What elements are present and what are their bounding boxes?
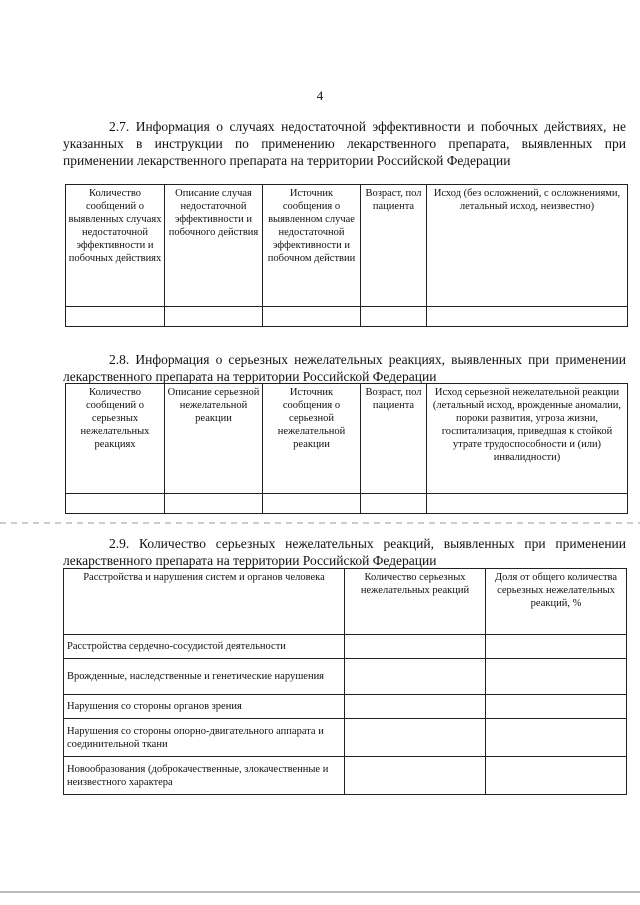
scan-bottom-edge — [0, 890, 640, 894]
column-header: Количество сообщений о серьезных нежелательных реакциях — [66, 384, 165, 494]
section-2-7-heading: 2.7. Информация о случаях недостаточной эффективности и побочных действиях, не указанных в инструкции по применению лекарственного препарата, выявленных при применении лекарственного препарата на территории Российской Федерации — [63, 119, 626, 168]
column-header: Описание серьезной нежелательной реакции — [165, 384, 263, 494]
section-2-7-table — [65, 184, 628, 327]
table-cell[interactable] — [361, 307, 427, 327]
table-cell[interactable] — [486, 659, 627, 695]
table-cell[interactable] — [486, 635, 627, 659]
table-cell[interactable] — [486, 757, 627, 795]
table-cell[interactable] — [66, 494, 165, 514]
row-label: Новообразования (доброкачественные, злокачественные и неизвестного характера — [64, 757, 345, 795]
table-row — [66, 494, 628, 514]
table-row — [64, 659, 627, 695]
table-cell[interactable] — [165, 307, 263, 327]
column-header: Описание случая недостаточной эффективности и побочного действия — [165, 185, 263, 307]
column-header: Исход (без осложнений, с осложнениями, летальный исход, неизвестно) — [427, 185, 628, 307]
table-cell[interactable] — [361, 494, 427, 514]
column-header: Источник сообщения о серьезной нежелательной реакции — [263, 384, 361, 494]
table-cell[interactable] — [427, 494, 628, 514]
row-label: Нарушения со стороны органов зрения — [64, 695, 345, 719]
column-header: Исход серьезной нежелательной реакции (летальный исход, врожденные аномалии, пороки развития, угроза жизни, госпитализация, приведшая к стойкой утрате трудоспособности и (или) инвалидности) — [427, 384, 628, 494]
table-row — [64, 695, 627, 719]
page-number: 4 — [316, 88, 324, 103]
column-header: Количество сообщений о выявленных случаях недостаточной эффективности и побочных действиях — [66, 185, 165, 307]
scan-divider-line — [0, 521, 640, 525]
table-cell[interactable] — [345, 757, 486, 795]
table-header-row — [66, 185, 628, 307]
table-header-row — [64, 569, 627, 635]
column-header: Доля от общего количества серьезных нежелательных реакций, % — [486, 569, 627, 635]
table-cell[interactable] — [345, 695, 486, 719]
table-cell[interactable] — [345, 635, 486, 659]
column-header: Возраст, пол пациента — [361, 384, 427, 494]
section-2-9-table — [63, 568, 627, 795]
section-2-8-heading: 2.8. Информация о серьезных нежелательных реакциях, выявленных при применении лекарственного препарата на территории Российской Федерации — [63, 352, 626, 384]
column-header: Количество серьезных нежелательных реакций — [345, 569, 486, 635]
table-cell[interactable] — [165, 494, 263, 514]
column-header: Источник сообщения о выявленном случае недостаточной эффективности и побочном действии — [263, 185, 361, 307]
row-label: Врожденные, наследственные и генетические нарушения — [64, 659, 345, 695]
table-cell[interactable] — [345, 719, 486, 757]
table-row — [64, 635, 627, 659]
column-header: Расстройства и нарушения систем и органов человека — [64, 569, 345, 635]
table-cell[interactable] — [66, 307, 165, 327]
table-cell[interactable] — [263, 307, 361, 327]
table-row — [64, 719, 627, 757]
section-2-8-table — [65, 383, 628, 514]
table-cell[interactable] — [427, 307, 628, 327]
table-row — [66, 307, 628, 327]
table-header-row — [66, 384, 628, 494]
table-cell[interactable] — [263, 494, 361, 514]
table-row — [64, 757, 627, 795]
table-cell[interactable] — [486, 695, 627, 719]
table-cell[interactable] — [345, 659, 486, 695]
row-label: Расстройства сердечно-сосудистой деятельности — [64, 635, 345, 659]
table-cell[interactable] — [486, 719, 627, 757]
row-label: Нарушения со стороны опорно-двигательного аппарата и соединительной ткани — [64, 719, 345, 757]
column-header: Возраст, пол пациента — [361, 185, 427, 307]
section-2-9-heading: 2.9. Количество серьезных нежелательных реакций, выявленных при применении лекарственного препарата на территории Российской Федерации — [63, 536, 626, 568]
